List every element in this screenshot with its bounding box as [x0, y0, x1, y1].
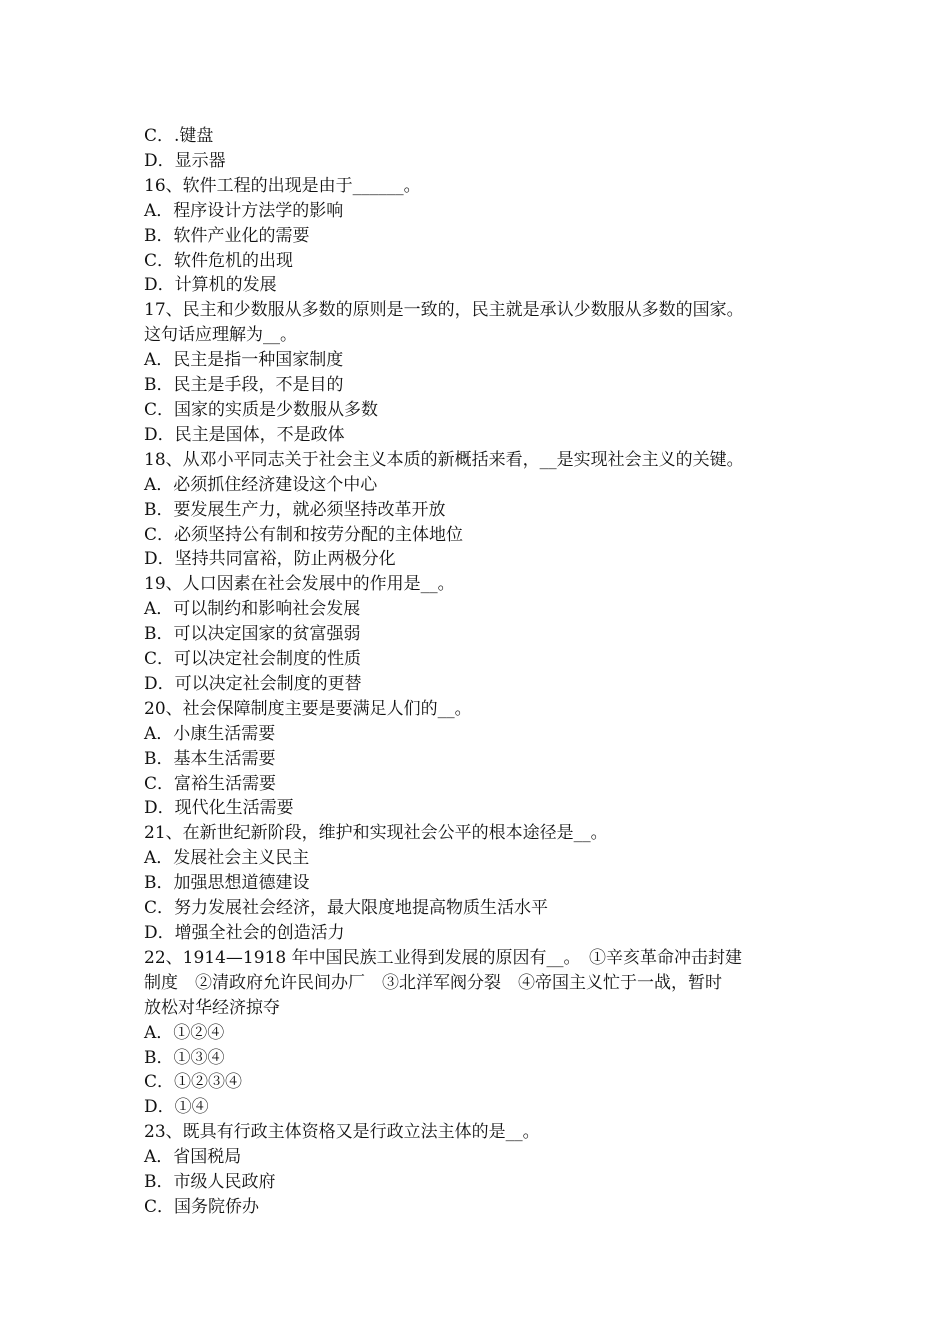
question-16: 16、软件工程的出现是由于______。 — [144, 175, 421, 196]
question-22: 22、1914—1918 年中国民族工业得到发展的原因有__。 ①辛亥革命冲击封建 — [144, 947, 743, 968]
option-line: A．发展社会主义民主 — [144, 848, 310, 869]
option-line: D．民主是国体，不是政体 — [144, 424, 345, 445]
option-line: B．基本生活需要 — [144, 748, 276, 769]
option-line: D．增强全社会的创造活力 — [144, 923, 345, 943]
question-18: 18、从邓小平同志关于社会主义本质的新概括来看，__是实现社会主义的关键。 — [144, 449, 744, 470]
option-line: C．.键盘 — [144, 126, 214, 146]
option-line: B．①③④ — [144, 1047, 225, 1068]
option-line: B．软件产业化的需要 — [144, 225, 310, 246]
option-line: D．计算机的发展 — [144, 275, 277, 296]
option-line: B．民主是手段，不是目的 — [144, 375, 344, 396]
option-line: B．加强思想道德建设 — [144, 873, 310, 894]
option-line: C．必须坚持公有制和按劳分配的主体地位 — [144, 524, 464, 545]
question-23: 23、既具有行政主体资格又是行政立法主体的是__。 — [144, 1122, 540, 1143]
question-19: 19、人口因素在社会发展中的作用是__。 — [144, 574, 455, 595]
option-line: A．可以制约和影响社会发展 — [144, 599, 361, 620]
option-line: C．国务院侨办 — [144, 1196, 260, 1217]
option-line: A．①②④ — [144, 1022, 225, 1043]
option-line: D．①④ — [144, 1097, 209, 1118]
option-line: D．现代化生活需要 — [144, 798, 294, 819]
option-line: D．可以决定社会制度的更替 — [144, 673, 362, 694]
option-line: C．软件危机的出现 — [144, 250, 294, 271]
question-17: 17、民主和少数服从多数的原则是一致的，民主就是承认少数服从多数的国家。 — [144, 300, 744, 321]
option-line: A．小康生活需要 — [144, 723, 276, 744]
question-22-continued: 制度 ②清政府允许民间办厂 ③北洋军阀分裂 ④帝国主义忙于一战，暂时 — [144, 972, 722, 993]
option-line: C．努力发展社会经济，最大限度地提高物质生活水平 — [144, 898, 549, 919]
option-line: C．可以决定社会制度的性质 — [144, 649, 362, 670]
option-line: C．富裕生活需要 — [144, 773, 277, 794]
question-list — [144, 124, 816, 1220]
option-line: B．市级人民政府 — [144, 1172, 276, 1193]
question-17-continued: 这句话应理解为__。 — [144, 325, 297, 346]
question-20: 20、社会保障制度主要是要满足人们的__。 — [144, 698, 472, 719]
option-line: A．必须抓住经济建设这个中心 — [144, 474, 378, 495]
option-line: A．程序设计方法学的影响 — [144, 200, 344, 221]
option-line: D．坚持共同富裕，防止两极分化 — [144, 549, 396, 570]
option-line: A．民主是指一种国家制度 — [144, 350, 344, 371]
option-line: A．省国税局 — [144, 1147, 242, 1168]
option-line: C．国家的实质是少数服从多数 — [144, 399, 379, 420]
option-line: B．可以决定国家的贫富强弱 — [144, 624, 361, 645]
option-line: C．①②③④ — [144, 1072, 243, 1093]
option-line: D．显示器 — [144, 150, 226, 171]
question-21: 21、在新世纪新阶段，维护和实现社会公平的根本途径是__。 — [144, 823, 608, 844]
option-line: B．要发展生产力，就必须坚持改革开放 — [144, 499, 446, 520]
question-22-continued: 放松对华经济掠夺 — [144, 997, 280, 1018]
